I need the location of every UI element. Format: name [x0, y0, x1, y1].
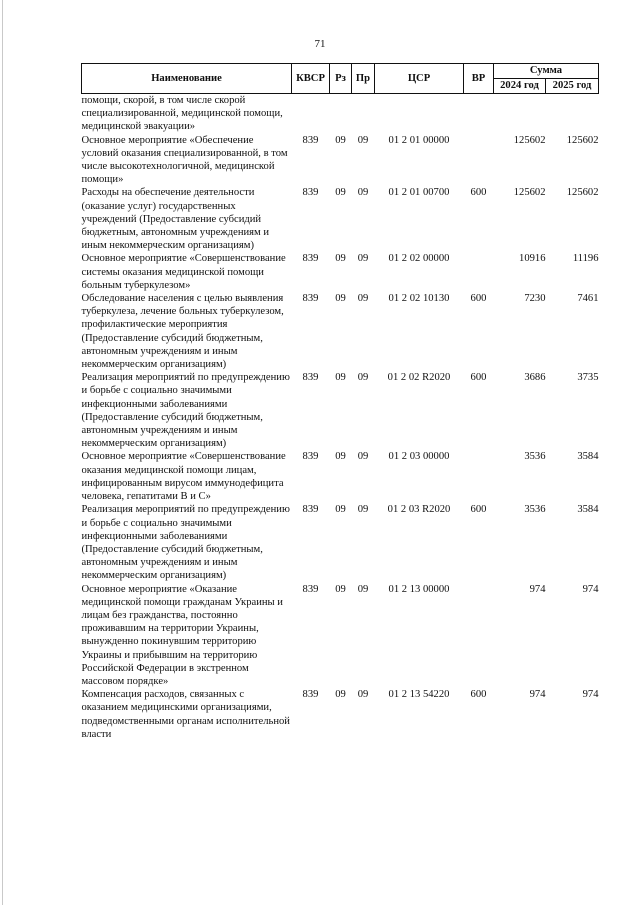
table-row — [82, 292, 599, 371]
cell-name: Основное мероприятие «Совершенствование оказания медицинской помощи лицам, инфицированным вирусом иммунодефицита человека, гепатитами В и С» — [81, 451, 286, 503]
budget-table — [81, 63, 599, 741]
cell-sum-2025: 125602 — [566, 187, 599, 199]
table-row — [82, 583, 599, 689]
cell-vr: 600 — [470, 187, 487, 199]
table-row — [82, 252, 599, 292]
cell-sum-2024: 10916 — [519, 253, 546, 265]
cell-vr: 600 — [470, 504, 487, 516]
cell-vr: 600 — [470, 372, 487, 384]
cell-pr: 09 — [357, 583, 369, 595]
cell-vr: 600 — [470, 293, 487, 305]
cell-rz: 09 — [335, 372, 346, 384]
cell-sum-2024: 3686 — [524, 372, 546, 384]
cell-sum-2024: 974 — [529, 583, 546, 595]
cell-pr: 09 — [357, 689, 369, 701]
table-row — [82, 450, 599, 503]
cell-name: помощи, скорой, в том числе скорой специализированной, медицинской помощи, медицинской эвакуации» — [81, 95, 283, 133]
cell-name: Основное мероприятие «Совершенствование системы оказания медицинской помощи больным туберкулезом» — [81, 253, 286, 291]
cell-sum-2025: 11196 — [572, 253, 599, 265]
column-header-sum: Сумма — [494, 64, 599, 79]
cell-sum-2025 — [546, 94, 599, 134]
cell-sum-2025: 3735 — [577, 372, 599, 384]
cell-kvsr: 839 — [302, 293, 319, 305]
cell-sum-2025: 7461 — [577, 293, 599, 305]
cell-pr: 09 — [357, 504, 369, 516]
cell-sum-2024: 7230 — [524, 293, 546, 305]
table-header — [82, 64, 599, 94]
cell-name: Расходы на обеспечение деятельности (оказание услуг) государственных учреждений (Предоставление субсидий бюджетным, автономным учреждениям и иным некоммерческим организациям) — [81, 187, 270, 252]
cell-rz: 09 — [335, 689, 346, 701]
cell-rz: 09 — [335, 253, 346, 265]
cell-sum-2024: 125602 — [513, 187, 546, 199]
cell-csr: 01 2 02 R2020 — [387, 372, 451, 384]
table-row — [82, 503, 599, 582]
cell-kvsr: 839 — [302, 134, 319, 146]
cell-sum-2025: 125602 — [566, 134, 599, 146]
cell-rz: 09 — [335, 134, 346, 146]
cell-pr: 09 — [357, 253, 369, 265]
cell-csr: 01 2 03 00000 — [388, 451, 450, 463]
cell-pr: 09 — [357, 451, 369, 463]
cell-sum-2024: 3536 — [524, 504, 546, 516]
table-row — [82, 94, 599, 134]
cell-rz: 09 — [335, 293, 346, 305]
cell-name: Реализация мероприятий по предупреждению и борьбе с социально значимыми инфекционными заболеваниями (Предоставление субсидий бюджетным, автономным учреждениям и иным некоммерческим организациям) — [81, 372, 290, 450]
cell-vr — [464, 134, 494, 187]
cell-kvsr: 839 — [302, 451, 319, 463]
cell-kvsr: 839 — [302, 689, 319, 701]
column-header-kvsr: КВСР — [292, 64, 330, 94]
cell-kvsr: 839 — [302, 187, 319, 199]
cell-csr: 01 2 02 10130 — [388, 293, 450, 305]
cell-csr: 01 2 01 00700 — [388, 187, 450, 199]
table-body — [82, 94, 599, 741]
cell-pr: 09 — [357, 134, 369, 146]
cell-csr: 01 2 01 00000 — [388, 134, 450, 146]
table-row — [82, 134, 599, 187]
cell-name: Компенсация расходов, связанных с оказанием медицинскими организациями, подведомственными органам исполнительной власти — [81, 689, 290, 740]
cell-name: Обследование населения с целью выявления туберкулеза, лечение больных туберкулезом, профилактические мероприятия (Предоставление субсидий бюджетным, автономным учреждениям и иным некоммерческим организациям) — [81, 293, 284, 371]
column-header-vr: ВР — [464, 64, 494, 94]
cell-vr — [464, 94, 494, 134]
cell-csr: 01 2 13 00000 — [388, 583, 450, 595]
cell-pr — [352, 94, 375, 134]
table-row — [82, 688, 599, 741]
cell-csr: 01 2 13 54220 — [388, 689, 450, 701]
cell-pr: 09 — [357, 293, 369, 305]
column-header-pr: Пр — [352, 64, 375, 94]
cell-sum-2025: 974 — [582, 583, 599, 595]
column-header-rz: Рз — [330, 64, 352, 94]
cell-name: Основное мероприятие «Оказание медицинской помощи гражданам Украины и лицам без гражданства, постоянно проживавшим на территории Украины, вынужденно покинувшим территорию Украины и прибывшим на территорию Российской Федерации в экстренном массовом порядке» — [81, 583, 283, 687]
cell-rz: 09 — [335, 451, 346, 463]
column-header-2025: 2025 год — [546, 79, 599, 94]
cell-csr — [375, 94, 464, 134]
column-header-csr: ЦСР — [375, 64, 464, 94]
table-row — [82, 371, 599, 450]
cell-name: Основное мероприятие «Обеспечение условий оказания специализированной, в том числе высокотехнологичной, медицинской помощи» — [81, 134, 288, 186]
page-left-edge — [2, 0, 3, 905]
cell-sum-2025: 3584 — [577, 504, 599, 516]
cell-vr — [464, 450, 494, 503]
cell-pr: 09 — [357, 372, 369, 384]
cell-rz: 09 — [335, 583, 346, 595]
cell-sum-2025: 974 — [582, 689, 599, 701]
page-number: 71 — [314, 38, 326, 50]
column-header-name: Наименование — [82, 64, 292, 94]
cell-csr: 01 2 02 00000 — [388, 253, 450, 265]
cell-sum-2024 — [494, 94, 546, 134]
cell-name: Реализация мероприятий по предупреждению и борьбе с социально значимыми инфекционными заболеваниями (Предоставление субсидий бюджетным, автономным учреждениям и иным некоммерческим организациям) — [81, 504, 290, 582]
table-row — [82, 186, 599, 252]
cell-sum-2024: 974 — [529, 689, 546, 701]
cell-kvsr — [292, 94, 330, 134]
cell-pr: 09 — [357, 187, 369, 199]
cell-sum-2024: 125602 — [513, 134, 546, 146]
cell-rz — [330, 94, 352, 134]
cell-kvsr: 839 — [302, 504, 319, 516]
cell-vr: 600 — [470, 689, 487, 701]
cell-rz: 09 — [335, 504, 346, 516]
cell-vr — [464, 252, 494, 292]
cell-csr: 01 2 03 R2020 — [387, 504, 451, 516]
cell-kvsr: 839 — [302, 583, 319, 595]
cell-vr — [464, 583, 494, 689]
column-header-2024: 2024 год — [494, 79, 546, 94]
cell-rz: 09 — [335, 187, 346, 199]
cell-sum-2025: 3584 — [577, 451, 599, 463]
cell-kvsr: 839 — [302, 372, 319, 384]
cell-sum-2024: 3536 — [524, 451, 546, 463]
cell-kvsr: 839 — [302, 253, 319, 265]
